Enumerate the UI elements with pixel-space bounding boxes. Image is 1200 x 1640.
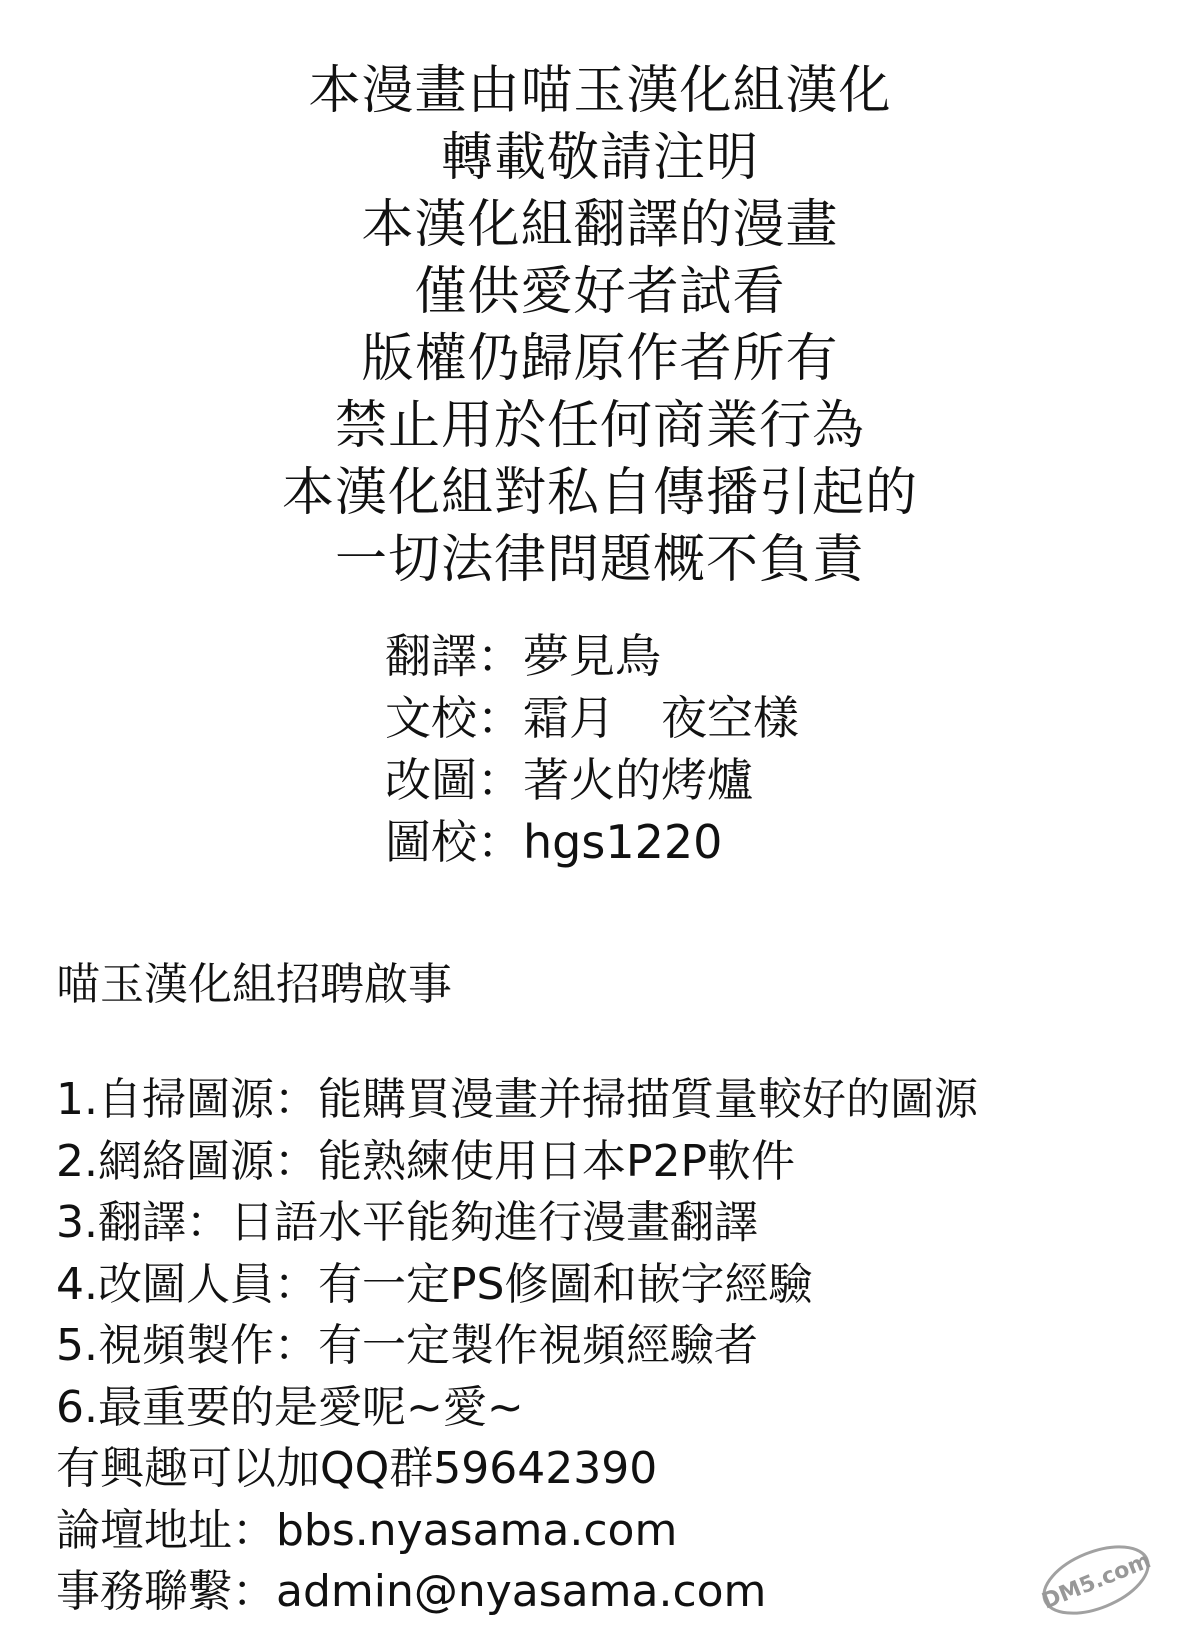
recruitment-heading: 喵玉漢化組招聘啟事 [56, 959, 452, 1010]
notice-line: 僅供愛好者試看 [414, 262, 786, 322]
credit-proofreading: 文校：霜月 夜空樣 [385, 691, 799, 745]
notice-line: 本漫畫由喵玉漢化組漢化 [308, 61, 892, 121]
credits-block [385, 625, 799, 873]
notice-line: 轉載敬請注明 [440, 128, 759, 188]
credit-translation: 翻譯：夢見鳥 [385, 629, 661, 683]
recruitment-item: 2.網絡圖源：能熟練使用日本P2P軟件 [56, 1135, 796, 1187]
recruitment-item: 4.改圖人員：有一定PS修圖和嵌字經驗 [56, 1258, 813, 1310]
notice-block [0, 58, 1200, 594]
forum-address-line: 論壇地址：bbs.nyasama.com [56, 1504, 678, 1556]
recruitment-item: 5.視頻製作：有一定製作視頻經驗者 [56, 1320, 758, 1371]
notice-line: 禁止用於任何商業行為 [334, 396, 865, 456]
notice-line: 本漢化組對私自傳播引起的 [281, 463, 918, 523]
contact-email-line: 事務聯繫：admin@nyasama.com [56, 1566, 767, 1617]
notice-line: 一切法律問題概不負責 [334, 530, 865, 590]
credit-editing: 改圖：著火的烤爐 [385, 753, 753, 807]
recruitment-item: 1.自掃圖源：能購買漫畫并掃描質量較好的圖源 [56, 1074, 978, 1125]
notice-line: 本漢化組翻譯的漫畫 [361, 195, 839, 255]
recruitment-item: 6.最重要的是愛呢~愛~ [56, 1381, 524, 1433]
recruitment-notice [56, 955, 1176, 1623]
notice-line: 版權仍歸原作者所有 [361, 329, 839, 389]
qq-group-line: 有興趣可以加QQ群59642390 [56, 1443, 658, 1494]
watermark-text: DM5.com [1038, 1548, 1155, 1615]
credit-image-check: 圖校：hgs1220 [385, 815, 723, 869]
recruitment-item: 3.翻譯：日語水平能夠進行漫畫翻譯 [56, 1197, 758, 1248]
